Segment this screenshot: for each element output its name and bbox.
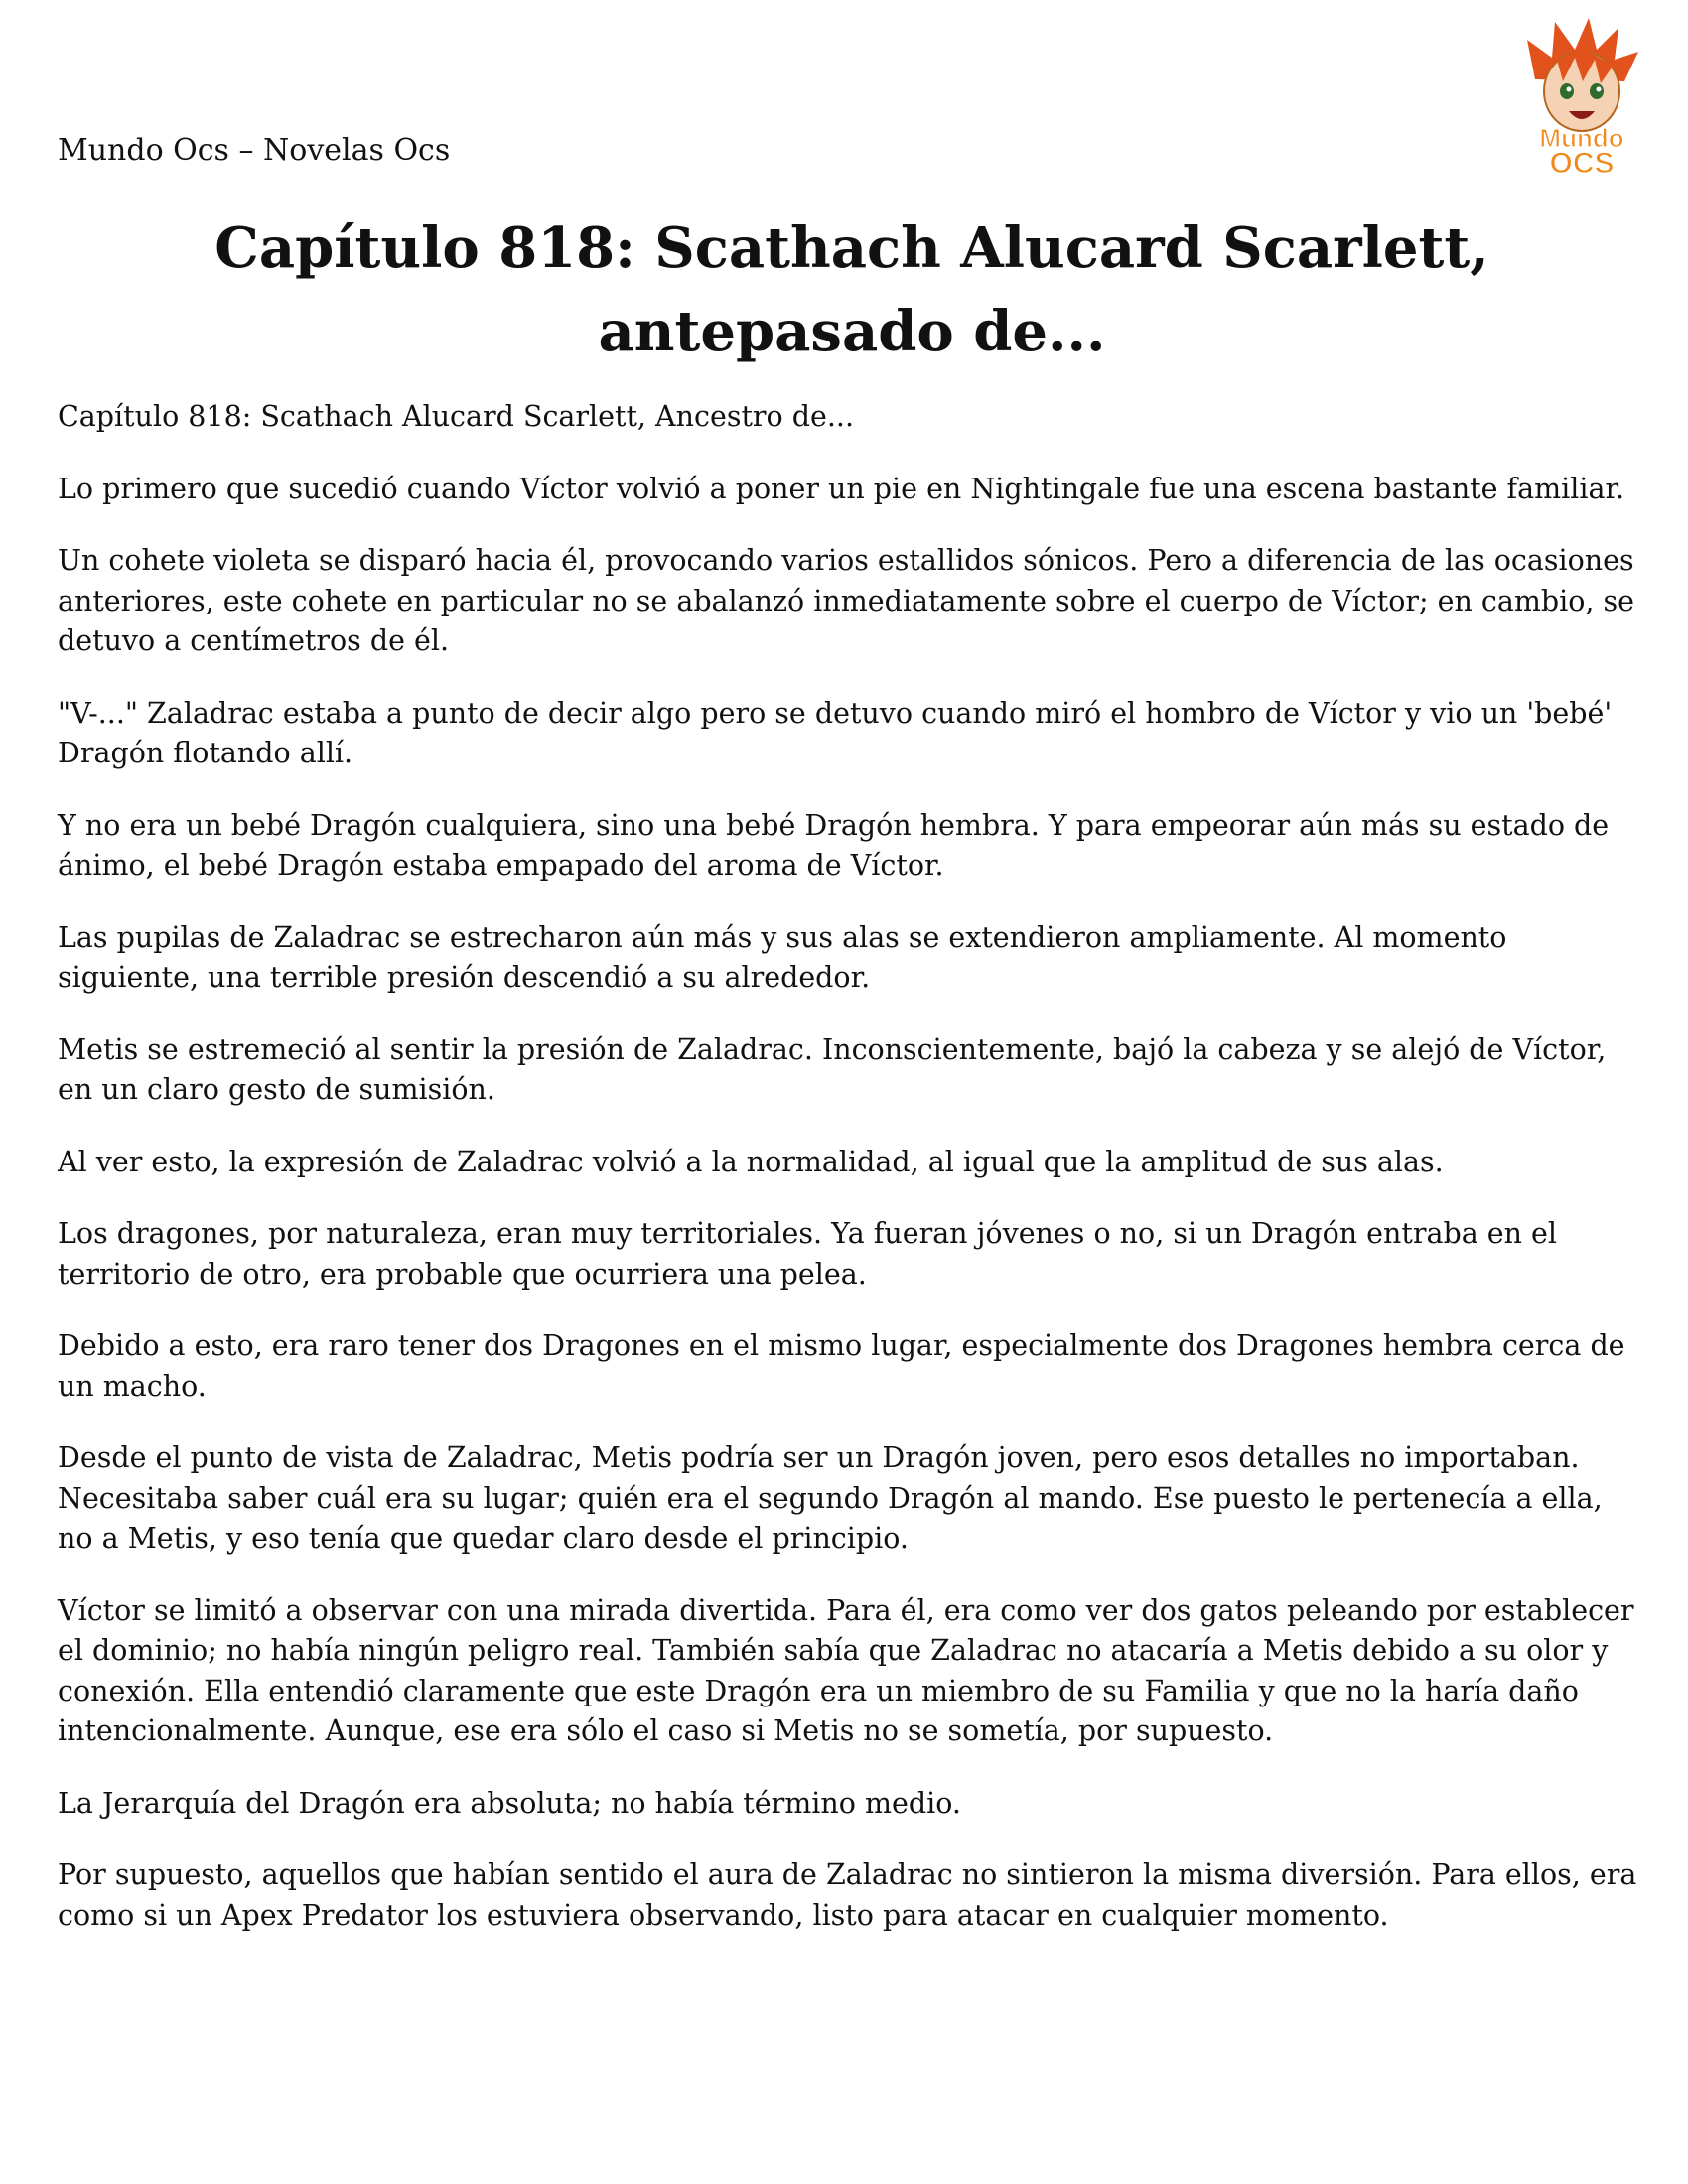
chapter-title: Capítulo 818: Scathach Alucard Scarlett, antepasado de...	[214, 215, 1489, 364]
paragraph: Víctor se limitó a observar con una mirada divertida. Para él, era como ver dos gatos peleando por establecer el dominio; no había ningún peligro real. También sabía que Zaladrac no atacaría a Metis debido a su olor y conexión. Ella entendió claramente que este Dragón era un miembro de su Familia y que no la haría daño intencionalmente. Aunque, ese era sólo el caso si Metis no se sometía, por supuesto.	[58, 1593, 1634, 1747]
paragraph: Metis se estremeció al sentir la presión de Zaladrac. Inconscientemente, bajó la cabeza y se alejó de Víctor, en un claro gesto de sumisión.	[58, 1032, 1607, 1106]
mundo-ocs-logo	[1497, 10, 1666, 179]
paragraph: Debido a esto, era raro tener dos Dragones en el mismo lugar, especialmente dos Dragones hembra cerca de un macho.	[58, 1329, 1625, 1403]
chapter-body	[58, 397, 1646, 1968]
paragraph: La Jerarquía del Dragón era absoluta; no había término medio.	[58, 1786, 961, 1820]
site-header: Mundo Ocs – Novelas Ocs	[58, 133, 451, 168]
paragraph: Y no era un bebé Dragón cualquiera, sino una bebé Dragón hembra. Y para empeorar aún más su estado de ánimo, el bebé Dragón estaba empapado del aroma de Víctor.	[58, 808, 1610, 882]
paragraph: "V-..." Zaladrac estaba a punto de decir algo pero se detuvo cuando miró el hombro de Víctor y vio un 'bebé' Dragón flotando allí.	[58, 696, 1613, 769]
logo-mascot-icon	[1497, 10, 1666, 179]
paragraph: Capítulo 818: Scathach Alucard Scarlett, Ancestro de...	[58, 400, 855, 433]
paragraph: Lo primero que sucedió cuando Víctor volvió a poner un pie en Nightingale fue una escena bastante familiar.	[58, 472, 1625, 505]
logo-text-bottom: OCS	[1549, 147, 1615, 179]
paragraph: Las pupilas de Zaladrac se estrecharon aún más y sus alas se extendieron ampliamente. Al momento siguiente, una terrible presión descendió a su alrededor.	[58, 920, 1507, 994]
paragraph: Al ver esto, la expresión de Zaladrac volvió a la normalidad, al igual que la amplitud de sus alas.	[58, 1145, 1444, 1178]
paragraph: Los dragones, por naturaleza, eran muy territoriales. Ya fueran jóvenes o no, si un Dragón entraba en el territorio de otro, era probable que ocurriera una pelea.	[58, 1217, 1558, 1291]
logo-text-top: Mundo	[1539, 123, 1624, 153]
paragraph: Por supuesto, aquellos que habían sentido el aura de Zaladrac no sintieron la misma diversión. Para ellos, era como si un Apex Predator los estuviera observando, listo para atacar en cualquier momento.	[58, 1858, 1637, 1932]
paragraph: Un cohete violeta se disparó hacia él, provocando varios estallidos sónicos. Pero a diferencia de las ocasiones anteriores, este cohete en particular no se abalanzó inmediatamente sobre el cuerpo de Víctor; en cambio, se detuvo a centímetros de él.	[58, 544, 1635, 657]
paragraph: Desde el punto de vista de Zaladrac, Metis podría ser un Dragón joven, pero esos detalles no importaban. Necesitaba saber cuál era su lugar; quién era el segundo Dragón al mando. Ese puesto le pertenecía a ella, no a Metis, y eso tenía que quedar claro desde el principio.	[58, 1441, 1603, 1555]
